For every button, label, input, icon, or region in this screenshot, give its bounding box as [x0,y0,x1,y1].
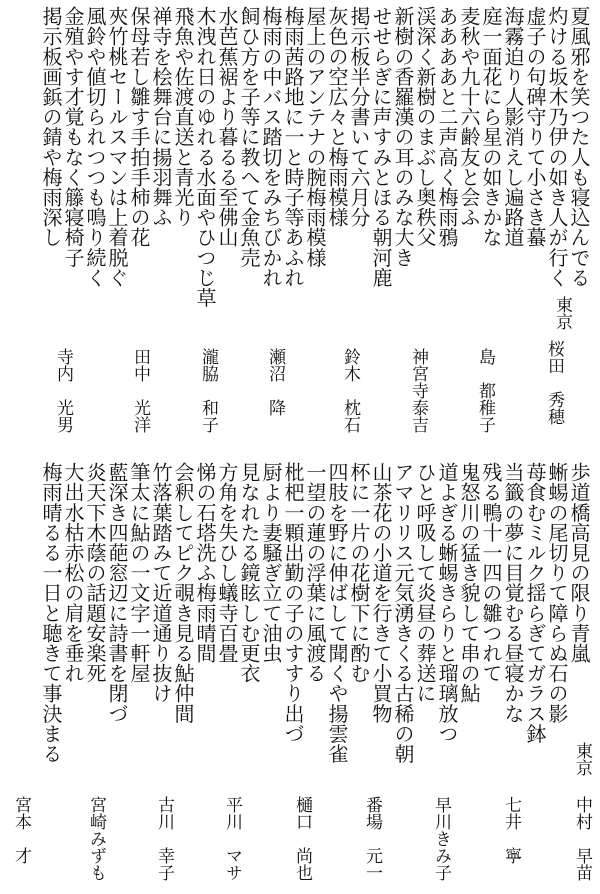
author-name: 島 都稚子 [475,348,495,433]
poem-column: 鬼怒川の猛き貌して串の鮎 [457,462,481,704]
poem-column: 竹落葉踏みて近道通り抜け [149,462,173,704]
author-name: 宮本 才 [11,796,31,864]
poem-column: ああああと二声高く梅雨鴉 [435,6,459,248]
author-name: 古川 幸子 [154,796,174,881]
poem-column: 山茶花の小道を行きて小買物 [369,462,393,724]
author-name: 瀧脇 和子 [198,348,218,433]
poem-column: 苺食むミルク揺らぎてガラス鉢 [523,462,547,744]
author-place: 東京 [572,742,592,776]
poem-column: 残る鴨十一四の雛つれて [479,462,503,684]
poem-column: 炎天下木蔭の話題安楽死 [83,462,107,684]
poem-column: 水芭蕉裾より暮るる至佛山 [215,6,239,248]
author-name: 中村 早苗 [572,796,592,881]
poem-column: 保母若し雛す手拍手柿の花 [127,6,151,248]
author-name: 寺内 光男 [53,348,73,433]
poem-column: 夏風邪を笑つた人も寝込んでる [567,6,591,288]
poem-column: 梅雨晴るる一日と聴きて事決まる [39,462,63,764]
poem-column: 夾竹桃セールスマンは上着脱ぐ [105,6,129,288]
poem-column: 悌の石塔洗ふ梅雨晴間 [193,462,217,663]
poem-column: 飛魚や佐渡直送と青光り [171,6,195,228]
poem-column: 灼ける坂木乃伊の如き人が行く [545,6,569,288]
poem-column: 大出水枯赤松の肩を垂れ [61,462,85,684]
poem-column: 金殖やす才覚もなく籐寝椅子 [61,6,85,268]
author-name: 樋口 尚也 [292,796,312,881]
poem-column: 灰色の空広々と梅雨模様 [325,6,349,228]
poem-column: せせらぎに声すみとほる朝河鹿 [369,6,393,288]
author-name: 神宮寺泰吉 [408,348,428,433]
author-name: 早川きみ子 [431,796,451,881]
author-name: 番場 元一 [362,796,382,881]
poem-column: 方角を失ひし蟻寺百畳 [215,462,239,663]
poem-column: 梅雨の中バス踏切をみちびかれ [259,6,283,288]
poem-column: 掲示板画鋲の錆や梅雨深し [39,6,63,248]
poem-column: 虚子の句碑守りて小さき蟇 [523,6,547,248]
author-place: 東京 [552,296,572,330]
poem-column: 新樹の香羅漢の耳のみな大き [391,6,415,268]
poem-column: 筆太に鮎の一文字一軒屋 [127,462,151,684]
author-name: 瀬沼 降 [265,348,285,416]
poem-column: 道よぎる蜥蜴きらりと瑠璃放つ [435,462,459,744]
author-name: 鈴木 枕石 [340,348,360,433]
poem-column: 麦秋や九十六齢友と会ふ [457,6,481,228]
poem-column: 風鈴や値切られつつも鳴り続く [83,6,107,288]
poem-column: 蜥蜴の尾切りて障らぬ石の影 [545,462,569,724]
poem-column: アマリリス元気湧きくる古稀の朝 [391,462,415,764]
poem-column: 会釈してピク覗き見る鮎仲間 [171,462,195,724]
author-name: 七井 寧 [501,796,521,864]
author-name: 桜田 秀穂 [544,340,564,425]
poem-column: ひと呼吸して炎昼の葬送に [413,462,437,704]
poem-column: 庭一面花にら星の如きかな [479,6,503,248]
poem-column: 歩道橋高見の限り青嵐 [567,462,591,663]
poem-column: 海霧迫り人影消えし遍路道 [501,6,525,248]
poem-column: 屋上のアンテナの腕梅雨模様 [303,6,327,268]
poem-column: 掲示板半分書いて六月分 [347,6,371,228]
poem-column: 杯に一片の花樹下に酌む [347,462,371,684]
poem-column: 木洩れ日のゆれる水面やひつじ草 [193,6,217,308]
poem-column: 渓深く新樹のまぶし奥秩父 [413,6,437,248]
poem-column: 見なれたる鏡眩しむ更衣 [237,462,261,684]
poem-column: 枇杷一顆出勤の子のすすり出づ [281,462,305,744]
poem-column: 梅雨茜路地に一と時子等あふれ [281,6,305,288]
poem-column: 禅寺を桧舞台に揚羽舞ふ [149,6,173,228]
poem-column: 四肢を野に伸ばして聞くや揚雲雀 [325,462,349,764]
poem-column: 当籤の夢に目覚むる昼寝かな [501,462,525,724]
author-name: 田中 光洋 [130,348,150,433]
author-name: 宮崎みずも [86,796,106,881]
poem-column: 厨より妻騒ぎ立て油虫 [259,462,283,663]
poem-column: 一望の蓮の浮葉に風渡る [303,462,327,684]
poem-column: 飼ひ方を子等に教へて金魚売 [237,6,261,268]
author-name: 平川 マサ [222,796,242,881]
poem-column: 藍深き四葩窓辺に詩書を閉づ [105,462,129,724]
